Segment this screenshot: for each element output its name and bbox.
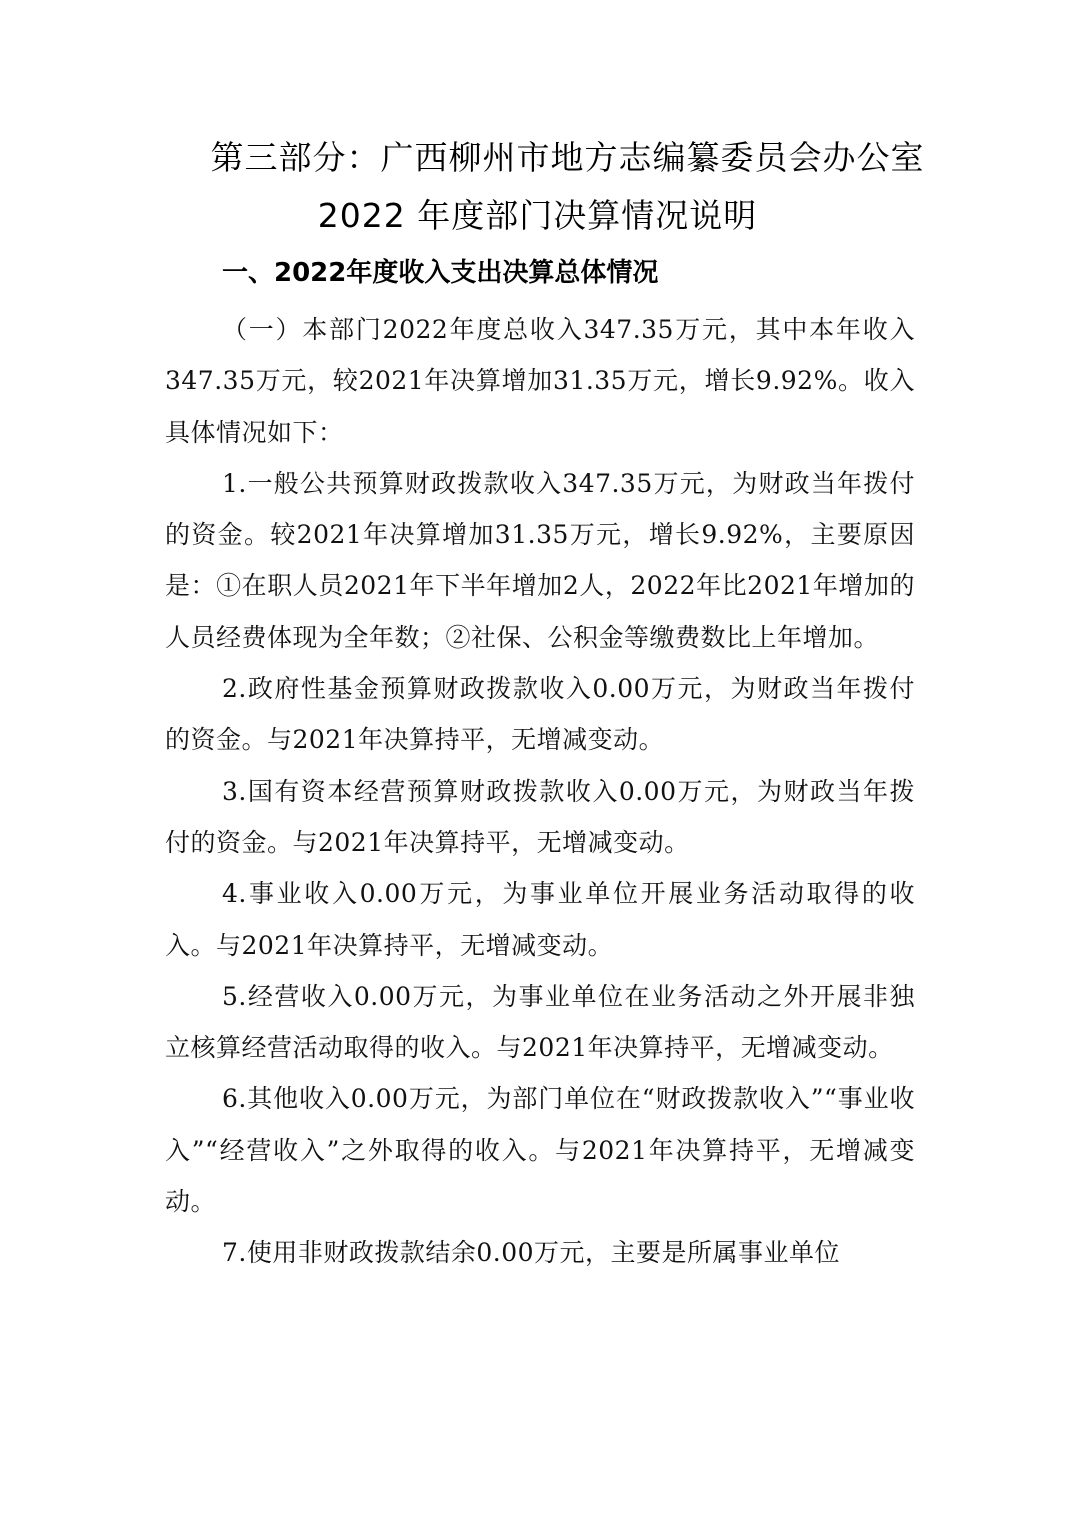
document-body [165,304,915,1279]
paragraph-operating-income: 5.经营收入0.00万元，为事业单位在业务活动之外开展非独立核算经营活动取得的收入。与2021年决算持平，无增减变动。 [165,981,915,1063]
paragraph-total-income: （一）本部门2022年度总收入347.35万元，其中本年收入347.35万元，较2021年决算增加31.35万元，增长9.92%。收入具体情况如下： [165,315,915,447]
paragraph-other-income: 6.其他收入0.00万元，为部门单位在“财政拨款收入”“事业收入”“经营收入”之外取得的收入。与2021年决算持平，无增减变动。 [165,1084,915,1217]
paragraph-state-capital: 3.国有资本经营预算财政拨款收入0.00万元，为财政当年拨付的资金。与2021年决算持平，无增减变动。 [165,776,915,857]
document-title-line1: 第三部分：广西柳州市地方志编纂委员会办公室 [210,138,925,177]
document-title-line2: 2022 年度部门决算情况说明 [317,196,758,235]
paragraph-business-income: 4.事业收入0.00万元，为事业单位开展业务活动取得的收入。与2021年决算持平，无增减变动。 [165,879,915,960]
section-heading: 一、2022年度收入支出决算总体情况 [222,258,659,288]
paragraph-general-budget: 1.一般公共预算财政拨款收入347.35万元，为财政当年拨付的资金。较2021年决算增加31.35万元，增长9.92%，主要原因是：①在职人员2021年下半年增加2人，2022年比2021年增加的人员经费体现为全年数；②社保、公积金等缴费数比上年增加。 [165,468,915,652]
paragraph-non-fiscal-balance: 7.使用非财政拨款结余0.00万元，主要是所属事业单位 [222,1238,841,1268]
paragraph-gov-fund: 2.政府性基金预算财政拨款收入0.00万元，为财政当年拨付的资金。与2021年决算持平，无增减变动。 [165,674,915,755]
